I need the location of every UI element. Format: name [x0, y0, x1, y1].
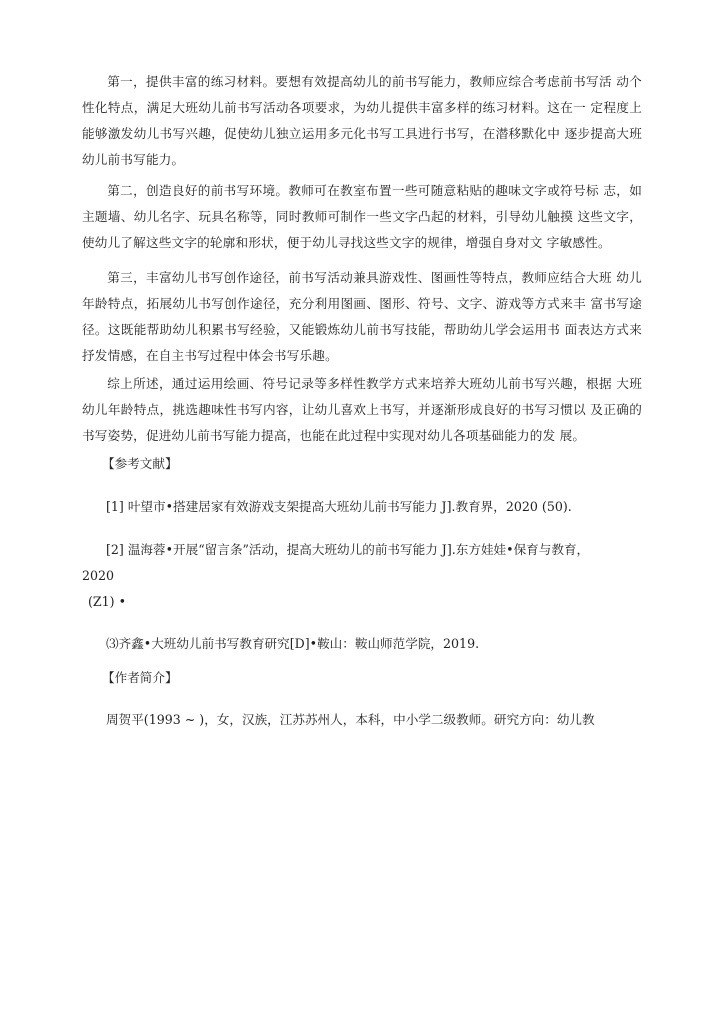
- reference-2-issue: (Z1) •: [88, 594, 127, 609]
- body-paragraph-4: 综上所述，通过运用绘画、符号记录等多样性教学方式来培养大班幼儿前书写兴趣，根据 大班幼儿年龄特点，挑选趣味性书写内容，让幼儿喜欢上书写，并逐渐形成良好的书写习惯以 及正确的书写姿势，促进幼儿前书写能力提高，也能在此过程中实现对幼儿各项基础能力的发 展。: [82, 376, 642, 443]
- references-heading: 【参考文献】: [102, 456, 178, 471]
- reference-3: ⑶齐鑫•大班幼儿前书写教育研究[D]•鞍山：鞍山师范学院，2019.: [106, 636, 480, 651]
- body-paragraph-2: 第二，创造良好的前书写环境。教师可在教室布置一些可随意粘贴的趣味文字或符号标 志，如主题墙、幼儿名字、玩具名称等，同时教师可制作一些文字凸起的材料，引导幼儿触摸 这些文字，使幼儿了解这些文字的轮廓和形状，便于幼儿寻找这些文字的规律，增强自身对文 字敏感性。: [82, 183, 642, 250]
- body-paragraph-3: 第三，丰富幼儿书写创作途径，前书写活动兼具游戏性、图画性等特点，教师应结合大班 幼儿年龄特点，拓展幼儿书写创作途径，充分利用图画、图形、符号、文字、游戏等方式来丰 富书写途径。这既能帮助幼儿积累书写经验，又能锻炼幼儿前书写技能，帮助幼儿学会运用书 面表达方式来抒发情感，在自主书写过程中体会书写乐趣。: [82, 270, 642, 363]
- author-bio: 周贺平(1993 ~ )，女，汉族，江苏苏州人，本科，中小学二级教师。研究方向：幼儿教: [106, 712, 595, 727]
- reference-2-year: 2020: [82, 568, 115, 583]
- author-heading: 【作者简介】: [102, 670, 178, 685]
- reference-1: [1] 叶望市•搭建居家有效游戏支架提高大班幼儿前书写能力 J].教育界，2020 (50).: [106, 499, 572, 514]
- reference-2: [2] 温海蓉•开展“留言条”活动，提高大班幼儿的前书写能力 J].东方娃娃•保育与教育，: [106, 542, 590, 557]
- body-paragraph-1: 第一，提供丰富的练习材料。要想有效提高幼儿的前书写能力，教师应综合考虑前书写活 动个性化特点，满足大班幼儿前书写活动各项要求，为幼儿提供丰富多样的练习材料。这在一 定程度上能够激发幼儿书写兴趣，促使幼儿独立运用多元化书写工具进行书写，在潜移默化中 逐步提高大班幼儿前书写能力。: [82, 74, 642, 167]
